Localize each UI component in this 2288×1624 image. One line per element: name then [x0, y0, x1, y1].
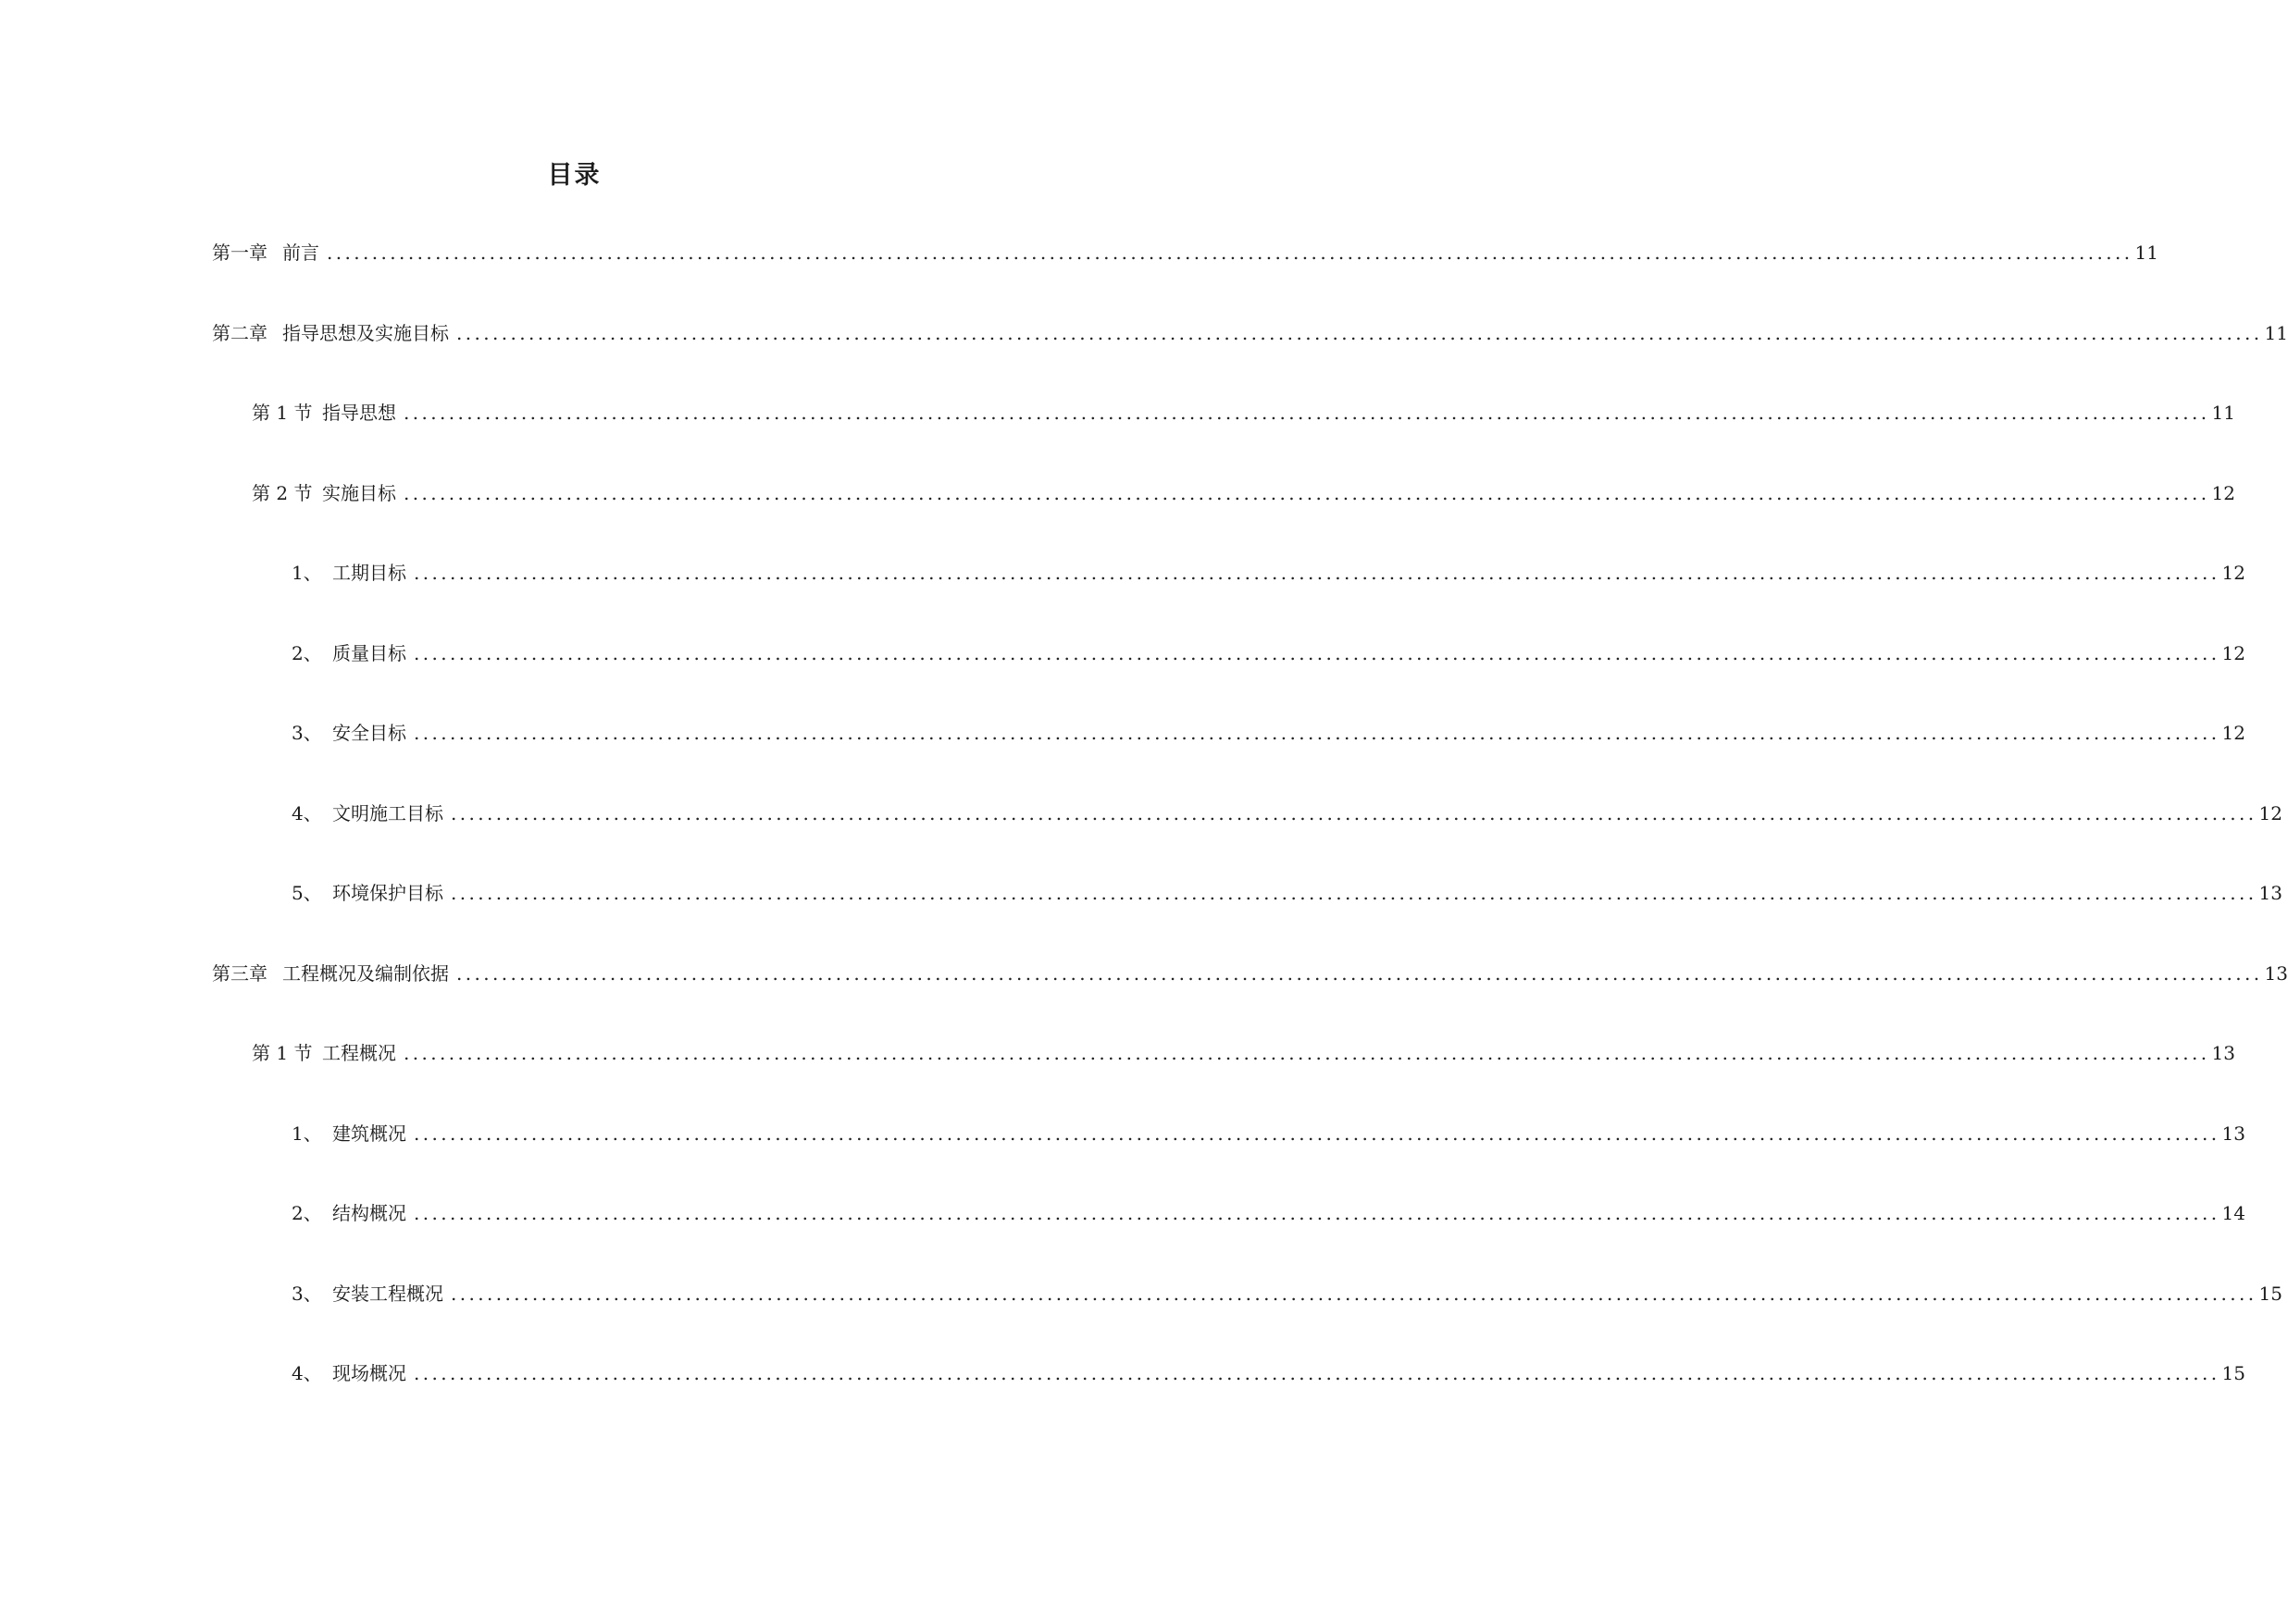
toc-entry-title: 安全目标 — [332, 722, 406, 744]
toc-entry-number: 第三章 — [212, 961, 267, 985]
toc-entry-title: 前言 — [282, 242, 319, 264]
toc-dot-leader: ........................................................................................................................................................................................................ — [404, 402, 2210, 424]
toc-dot-leader: ........................................................................................................................................................................................................ — [414, 562, 2220, 584]
toc-dot-leader: ........................................................................................................................................................................................................ — [414, 1122, 2220, 1145]
toc-dot-leader: ........................................................................................................................................................................................................ — [451, 882, 2257, 904]
toc-entry-title: 建筑概况 — [332, 1122, 406, 1145]
toc-page-number: 15 — [2258, 1282, 2282, 1305]
toc-dot-leader: ........................................................................................................................................................................................................ — [451, 801, 2257, 824]
toc-entry[interactable] — [0, 559, 2245, 639]
toc-entry-title: 工期目标 — [332, 562, 406, 584]
toc-entry-number: 2、 — [292, 641, 322, 664]
toc-dot-leader: ........................................................................................................................................................................................................ — [456, 961, 2263, 985]
toc-entry-number: 第一章 — [212, 242, 267, 264]
toc-entry-title: 指导思想及实施目标 — [282, 321, 449, 344]
toc-entry[interactable] — [0, 719, 2245, 800]
toc-page-number: 15 — [2221, 1362, 2245, 1384]
toc-entry-number: 第二章 — [212, 321, 267, 344]
toc-dot-leader: ........................................................................................................................................................................................................ — [414, 641, 2220, 664]
toc-entry-number: 3、 — [292, 1282, 322, 1305]
toc-entry-number: 4、 — [292, 1362, 322, 1384]
toc-entry-number: 第 2 节 — [252, 481, 313, 504]
toc-entry-title: 工程概况及编制依据 — [282, 961, 449, 985]
toc-page-number: 13 — [2264, 961, 2288, 985]
toc-entry-title: 结构概况 — [332, 1202, 406, 1224]
toc-entry[interactable] — [0, 239, 2158, 319]
toc-entry[interactable] — [0, 1039, 2235, 1120]
toc-entry-title: 质量目标 — [332, 641, 406, 664]
toc-entry-title: 安装工程概况 — [332, 1282, 443, 1305]
page-title: 目录 — [547, 161, 602, 190]
toc-page-number: 11 — [2134, 242, 2158, 264]
toc-entry-title: 现场概况 — [332, 1362, 406, 1384]
toc-entry-number: 1、 — [292, 1122, 322, 1145]
toc-entry[interactable] — [0, 1359, 2245, 1440]
toc-page-number: 14 — [2221, 1202, 2245, 1224]
toc-entry-title: 工程概况 — [322, 1042, 396, 1064]
toc-dot-leader: ........................................................................................................................................................................................................ — [404, 1042, 2210, 1064]
toc-entry[interactable] — [0, 639, 2245, 720]
toc-page-number: 12 — [2221, 562, 2245, 584]
toc-entry[interactable] — [0, 319, 2288, 400]
toc-page-number: 11 — [2264, 321, 2288, 344]
toc-page-number: 11 — [2211, 402, 2235, 424]
toc-entry[interactable] — [0, 879, 2282, 960]
toc-dot-leader: ........................................................................................................................................................................................................ — [414, 722, 2220, 744]
toc-page-number: 13 — [2211, 1042, 2235, 1064]
toc-dot-leader: ........................................................................................................................................................................................................ — [404, 481, 2210, 504]
toc-entry-number: 2、 — [292, 1202, 322, 1224]
toc-dot-leader: ........................................................................................................................................................................................................ — [414, 1202, 2220, 1224]
toc-entry[interactable] — [0, 1199, 2245, 1280]
toc-page-number: 12 — [2258, 801, 2282, 824]
toc-dot-leader: ........................................................................................................................................................................................................ — [414, 1362, 2220, 1384]
toc-entry-number: 5、 — [292, 882, 322, 904]
toc-entry[interactable] — [0, 1120, 2245, 1200]
table-of-contents — [0, 239, 2288, 1440]
toc-entry-number: 第 1 节 — [252, 1042, 313, 1064]
toc-entry[interactable] — [0, 800, 2282, 880]
toc-entry[interactable] — [0, 1280, 2282, 1360]
toc-dot-leader: ........................................................................................................................................................................................................ — [327, 242, 2133, 264]
toc-page-number: 12 — [2211, 481, 2235, 504]
toc-page-number: 12 — [2221, 641, 2245, 664]
toc-entry-title: 实施目标 — [322, 481, 396, 504]
toc-entry-title: 环境保护目标 — [332, 882, 443, 904]
toc-entry[interactable] — [0, 399, 2235, 479]
toc-entry-number: 3、 — [292, 722, 322, 744]
toc-dot-leader: ........................................................................................................................................................................................................ — [456, 321, 2263, 344]
toc-entry-title: 指导思想 — [322, 402, 396, 424]
toc-entry[interactable] — [0, 479, 2235, 560]
toc-entry-number: 第 1 节 — [252, 402, 313, 424]
toc-page-number: 13 — [2221, 1122, 2245, 1145]
toc-entry-title: 文明施工目标 — [332, 801, 443, 824]
toc-entry-number: 1、 — [292, 562, 322, 584]
toc-entry-number: 4、 — [292, 801, 322, 824]
toc-entry[interactable] — [0, 960, 2288, 1040]
toc-page-number: 13 — [2258, 882, 2282, 904]
toc-page-number: 12 — [2221, 722, 2245, 744]
toc-dot-leader: ........................................................................................................................................................................................................ — [451, 1282, 2257, 1305]
